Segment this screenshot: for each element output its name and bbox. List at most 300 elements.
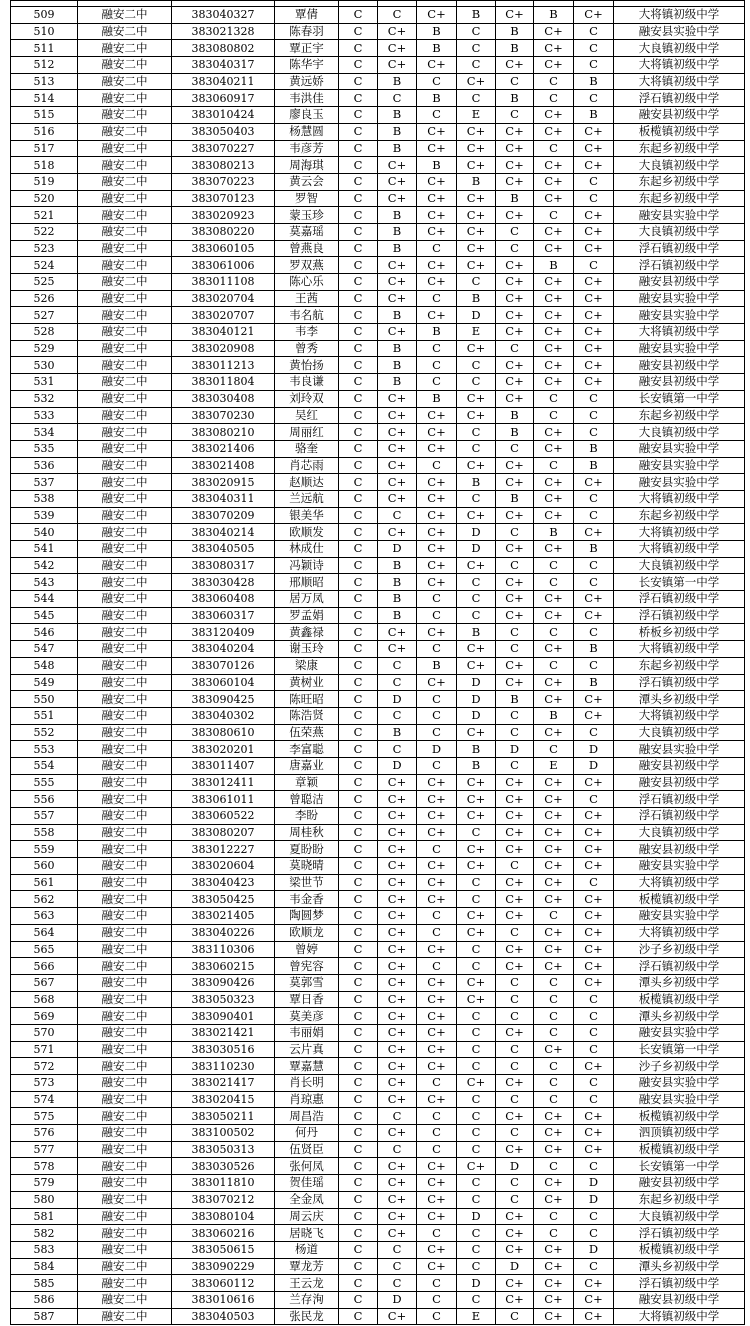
cell-origin-school: 东起乡初级中学 [614, 507, 745, 524]
cell-grade-4: C [457, 440, 496, 457]
cell-student-name: 居万凤 [275, 591, 339, 608]
cell-school: 融安二中 [78, 257, 172, 274]
cell-grade-6: C+ [534, 1141, 574, 1158]
cell-grade-1: C [339, 1258, 378, 1275]
cell-exam-id: 383040211 [172, 73, 275, 90]
cell-grade-1: C [339, 757, 378, 774]
cell-grade-7: C [574, 1075, 614, 1092]
cell-grade-5: C [496, 1058, 534, 1075]
cell-grade-3: C+ [417, 808, 457, 825]
cell-exam-id: 383110230 [172, 1058, 275, 1075]
cell-student-name: 骆奎 [275, 440, 339, 457]
cell-origin-school: 浮石镇初级中学 [614, 808, 745, 825]
cell-grade-1: C [339, 1041, 378, 1058]
cell-grade-3: C [417, 1308, 457, 1325]
cell-school: 融安二中 [78, 607, 172, 624]
cell-student-name: 韦彦芳 [275, 140, 339, 157]
table-row [11, 774, 745, 791]
cell-grade-3: C+ [417, 7, 457, 24]
cell-school: 融安二中 [78, 240, 172, 257]
cell-school: 融安二中 [78, 841, 172, 858]
cell-school: 融安二中 [78, 1024, 172, 1041]
cell-grade-3: C+ [417, 490, 457, 507]
cell-grade-2: C+ [378, 624, 417, 641]
cell-grade-6: C+ [534, 374, 574, 391]
cell-origin-school: 大将镇初级中学 [614, 874, 745, 891]
cell-grade-4: C [457, 23, 496, 40]
table-row [11, 657, 745, 674]
cell-student-name: 何丹 [275, 1125, 339, 1142]
cell-grade-5: C [496, 340, 534, 357]
cell-row-number: 575 [11, 1108, 78, 1125]
cell-grade-3: C+ [417, 1091, 457, 1108]
cell-grade-5: C+ [496, 824, 534, 841]
cell-grade-7: C [574, 173, 614, 190]
table-row [11, 107, 745, 124]
cell-grade-6: C+ [534, 474, 574, 491]
cell-grade-2: C+ [378, 257, 417, 274]
cell-grade-3: B [417, 40, 457, 57]
cell-origin-school: 沙子乡初级中学 [614, 941, 745, 958]
cell-student-name: 周丽红 [275, 424, 339, 441]
cell-grade-7: C [574, 1041, 614, 1058]
cell-grade-3: C [417, 73, 457, 90]
cell-grade-3: C+ [417, 1158, 457, 1175]
cell-grade-2: B [378, 557, 417, 574]
cell-grade-1: C [339, 274, 378, 291]
table-row [11, 90, 745, 107]
cell-origin-school: 东起乡初级中学 [614, 173, 745, 190]
cell-grade-4: C [457, 874, 496, 891]
cell-origin-school: 浮石镇初级中学 [614, 607, 745, 624]
cell-row-number: 564 [11, 924, 78, 941]
cell-exam-id: 383040327 [172, 7, 275, 24]
cell-student-name: 夏盼盼 [275, 841, 339, 858]
cell-grade-6: C+ [534, 841, 574, 858]
cell-grade-7: C+ [574, 908, 614, 925]
cell-grade-7: C+ [574, 123, 614, 140]
cell-grade-1: C [339, 674, 378, 691]
cell-row-number: 511 [11, 40, 78, 57]
cell-origin-school: 大将镇初级中学 [614, 707, 745, 724]
table-row [11, 1075, 745, 1092]
cell-origin-school: 融安县实验中学 [614, 741, 745, 758]
cell-grade-4: D [457, 674, 496, 691]
cell-grade-6: C [534, 1208, 574, 1225]
cell-student-name: 赵顺达 [275, 474, 339, 491]
cell-grade-2: C+ [378, 974, 417, 991]
cell-exam-id: 383060215 [172, 958, 275, 975]
cell-grade-4: C+ [457, 924, 496, 941]
cell-student-name: 黄怡扬 [275, 357, 339, 374]
cell-grade-5: C [496, 1091, 534, 1108]
cell-exam-id: 383011804 [172, 374, 275, 391]
cell-grade-6: C [534, 1158, 574, 1175]
cell-grade-2: B [378, 123, 417, 140]
cell-grade-6: C+ [534, 724, 574, 741]
cell-grade-2: C [378, 741, 417, 758]
cell-exam-id: 383061006 [172, 257, 275, 274]
cell-exam-id: 383040503 [172, 1308, 275, 1325]
cell-grade-7: C+ [574, 974, 614, 991]
cell-grade-7: B [574, 440, 614, 457]
cell-grade-3: C+ [417, 190, 457, 207]
cell-grade-5: C+ [496, 908, 534, 925]
cell-grade-2: C+ [378, 891, 417, 908]
cell-grade-7: B [574, 641, 614, 658]
cell-grade-7: C+ [574, 1275, 614, 1292]
cell-grade-2: B [378, 223, 417, 240]
cell-grade-1: C [339, 541, 378, 558]
cell-grade-3: B [417, 390, 457, 407]
cell-origin-school: 浮石镇初级中学 [614, 240, 745, 257]
cell-grade-7: C+ [574, 858, 614, 875]
table-row [11, 1024, 745, 1041]
cell-grade-2: C+ [378, 908, 417, 925]
cell-grade-6: C+ [534, 691, 574, 708]
cell-origin-school: 浮石镇初级中学 [614, 958, 745, 975]
cell-origin-school: 融安县实验中学 [614, 1075, 745, 1092]
cell-grade-6: C+ [534, 1125, 574, 1142]
cell-grade-7: C+ [574, 7, 614, 24]
cell-row-number: 573 [11, 1075, 78, 1092]
cell-grade-2: C [378, 657, 417, 674]
cell-grade-2: C+ [378, 1125, 417, 1142]
cell-grade-6: E [534, 757, 574, 774]
cell-grade-2: C+ [378, 641, 417, 658]
cell-grade-5: C [496, 440, 534, 457]
cell-grade-4: C [457, 824, 496, 841]
cell-row-number: 577 [11, 1141, 78, 1158]
cell-school: 融安二中 [78, 1308, 172, 1325]
cell-student-name: 梁康 [275, 657, 339, 674]
cell-exam-id: 383021417 [172, 1075, 275, 1092]
cell-grade-5: C+ [496, 791, 534, 808]
cell-school: 融安二中 [78, 1258, 172, 1275]
cell-grade-7: B [574, 73, 614, 90]
cell-school: 融安二中 [78, 724, 172, 741]
cell-grade-4: C+ [457, 240, 496, 257]
cell-grade-1: C [339, 73, 378, 90]
cell-grade-5: C+ [496, 173, 534, 190]
cell-grade-4: C+ [457, 73, 496, 90]
cell-row-number: 540 [11, 524, 78, 541]
cell-row-number: 552 [11, 724, 78, 741]
cell-origin-school: 大将镇初级中学 [614, 73, 745, 90]
cell-grade-3: C [417, 1108, 457, 1125]
cell-grade-7: C+ [574, 707, 614, 724]
cell-grade-4: C [457, 424, 496, 441]
cell-origin-school: 潭头乡初级中学 [614, 1258, 745, 1275]
cell-grade-6: C+ [534, 1275, 574, 1292]
table-row [11, 1058, 745, 1075]
cell-grade-3: C [417, 958, 457, 975]
cell-grade-3: C+ [417, 774, 457, 791]
cell-exam-id: 383050403 [172, 123, 275, 140]
table-body [11, 1, 745, 1325]
cell-grade-4: C [457, 1175, 496, 1192]
cell-grade-4: C [457, 574, 496, 591]
table-row [11, 524, 745, 541]
cell-grade-4: C [457, 958, 496, 975]
cell-grade-7: C [574, 257, 614, 274]
cell-origin-school: 浮石镇初级中学 [614, 1275, 745, 1292]
cell-grade-5: C+ [496, 1141, 534, 1158]
cell-student-name: 韦李 [275, 324, 339, 341]
cell-grade-3: C [417, 908, 457, 925]
cell-grade-5: C [496, 641, 534, 658]
cell-row-number: 526 [11, 290, 78, 307]
cell-grade-5: C+ [496, 1075, 534, 1092]
cell-grade-6: C+ [534, 858, 574, 875]
cell-student-name: 莫美彦 [275, 1008, 339, 1025]
cell-student-name: 莫郭雪 [275, 974, 339, 991]
cell-grade-7: D [574, 1175, 614, 1192]
cell-row-number: 538 [11, 490, 78, 507]
cell-student-name: 陈旺昭 [275, 691, 339, 708]
cell-grade-3: C+ [417, 1241, 457, 1258]
cell-grade-3: C [417, 724, 457, 741]
cell-school: 融安二中 [78, 1141, 172, 1158]
cell-exam-id: 383011407 [172, 757, 275, 774]
cell-grade-6: C [534, 73, 574, 90]
cell-row-number: 548 [11, 657, 78, 674]
cell-origin-school: 大良镇初级中学 [614, 1208, 745, 1225]
cell-row-number: 544 [11, 591, 78, 608]
cell-row-number: 520 [11, 190, 78, 207]
cell-grade-1: C [339, 1024, 378, 1041]
cell-student-name: 张何凤 [275, 1158, 339, 1175]
cell-grade-4: C+ [457, 390, 496, 407]
cell-school: 融安二中 [78, 73, 172, 90]
cell-grade-5: C [496, 1191, 534, 1208]
cell-origin-school: 东起乡初级中学 [614, 140, 745, 157]
cell-grade-2: D [378, 691, 417, 708]
cell-grade-5: C+ [496, 290, 534, 307]
cell-grade-3: C+ [417, 674, 457, 691]
cell-origin-school: 融安县实验中学 [614, 290, 745, 307]
cell-grade-3: C+ [417, 424, 457, 441]
table-row [11, 791, 745, 808]
cell-grade-3: C+ [417, 57, 457, 74]
cell-grade-6: C+ [534, 23, 574, 40]
cell-grade-4: E [457, 1308, 496, 1325]
cell-grade-2: C+ [378, 774, 417, 791]
cell-grade-3: C [417, 757, 457, 774]
cell-origin-school: 东起乡初级中学 [614, 657, 745, 674]
cell-row-number: 512 [11, 57, 78, 74]
cell-exam-id: 383090401 [172, 1008, 275, 1025]
cell-grade-7: C [574, 874, 614, 891]
cell-grade-4: D [457, 1275, 496, 1292]
cell-row-number: 516 [11, 123, 78, 140]
cell-grade-5: C+ [496, 607, 534, 624]
cell-student-name: 覃倩 [275, 7, 339, 24]
cell-grade-4: C+ [457, 257, 496, 274]
cell-grade-4: C [457, 1024, 496, 1041]
cell-grade-5: C+ [496, 1225, 534, 1242]
cell-school: 融安二中 [78, 624, 172, 641]
cell-origin-school: 桥板乡初级中学 [614, 624, 745, 641]
cell-school: 融安二中 [78, 524, 172, 541]
cell-grade-6: C+ [534, 1041, 574, 1058]
cell-school: 融安二中 [78, 557, 172, 574]
cell-grade-3: B [417, 324, 457, 341]
cell-student-name: 肖长明 [275, 1075, 339, 1092]
cell-origin-school: 融安县实验中学 [614, 307, 745, 324]
cell-student-name: 欧顺发 [275, 524, 339, 541]
cell-grade-2: C+ [378, 390, 417, 407]
cell-grade-7: C+ [574, 240, 614, 257]
cell-grade-6: C+ [534, 1258, 574, 1275]
cell-exam-id: 383070123 [172, 190, 275, 207]
cell-grade-6: C+ [534, 1308, 574, 1325]
cell-exam-id: 383060105 [172, 240, 275, 257]
cell-grade-1: C [339, 591, 378, 608]
cell-grade-3: C [417, 340, 457, 357]
cell-grade-7: C+ [574, 691, 614, 708]
cell-school: 融安二中 [78, 507, 172, 524]
cell-grade-2: C [378, 707, 417, 724]
cell-row-number: 509 [11, 7, 78, 24]
cell-grade-1: C [339, 1275, 378, 1292]
cell-exam-id: 383070212 [172, 1191, 275, 1208]
cell-grade-7: C+ [574, 223, 614, 240]
cell-grade-4: B [457, 290, 496, 307]
cell-grade-5: C [496, 991, 534, 1008]
table-row [11, 874, 745, 891]
cell-grade-3: C [417, 107, 457, 124]
cell-grade-6: C+ [534, 1108, 574, 1125]
cell-grade-2: C [378, 1108, 417, 1125]
cell-grade-6: C+ [534, 941, 574, 958]
cell-grade-4: C+ [457, 557, 496, 574]
cell-exam-id: 383020707 [172, 307, 275, 324]
cell-origin-school: 长安镇第一中学 [614, 1158, 745, 1175]
cell-grade-2: B [378, 591, 417, 608]
cell-grade-4: C [457, 274, 496, 291]
table-row [11, 1041, 745, 1058]
table-row [11, 390, 745, 407]
cell-grade-5: C+ [496, 891, 534, 908]
cell-exam-id: 383030428 [172, 574, 275, 591]
cell-student-name: 周昌浩 [275, 1108, 339, 1125]
cell-grade-7: C+ [574, 290, 614, 307]
cell-grade-4: C [457, 1225, 496, 1242]
cell-school: 融安二中 [78, 207, 172, 224]
cell-grade-7: B [574, 674, 614, 691]
cell-grade-4: C+ [457, 223, 496, 240]
cell-grade-4: C [457, 40, 496, 57]
cell-origin-school: 浮石镇初级中学 [614, 257, 745, 274]
cell-grade-3: C+ [417, 524, 457, 541]
cell-grade-5: C+ [496, 307, 534, 324]
cell-grade-6: B [534, 257, 574, 274]
cell-grade-5: C+ [496, 1291, 534, 1308]
cell-origin-school: 沙子乡初级中学 [614, 1058, 745, 1075]
cell-grade-1: C [339, 707, 378, 724]
cell-student-name: 兰存洵 [275, 1291, 339, 1308]
cell-grade-7: C [574, 1158, 614, 1175]
cell-grade-4: E [457, 324, 496, 341]
cell-grade-7: C+ [574, 340, 614, 357]
cell-grade-7: C+ [574, 958, 614, 975]
cell-grade-4: C [457, 607, 496, 624]
cell-origin-school: 浮石镇初级中学 [614, 90, 745, 107]
cell-grade-5: C+ [496, 207, 534, 224]
cell-grade-1: C [339, 424, 378, 441]
cell-origin-school: 浮石镇初级中学 [614, 591, 745, 608]
cell-grade-1: C [339, 40, 378, 57]
table-row [11, 457, 745, 474]
cell-grade-6: C+ [534, 774, 574, 791]
table-row [11, 1308, 745, 1325]
cell-grade-4: C [457, 1041, 496, 1058]
cell-student-name: 曾燕良 [275, 240, 339, 257]
cell-origin-school: 大良镇初级中学 [614, 424, 745, 441]
cell-grade-3: C+ [417, 257, 457, 274]
table-row [11, 1141, 745, 1158]
cell-grade-1: C [339, 140, 378, 157]
cell-grade-6: B [534, 7, 574, 24]
cell-school: 融安二中 [78, 591, 172, 608]
cell-student-name: 张民龙 [275, 1308, 339, 1325]
cell-school: 融安二中 [78, 1191, 172, 1208]
cell-grade-4: C+ [457, 507, 496, 524]
cell-grade-3: C [417, 1141, 457, 1158]
cell-grade-5: C+ [496, 774, 534, 791]
table-row [11, 557, 745, 574]
cell-grade-3: C+ [417, 1058, 457, 1075]
cell-grade-2: B [378, 207, 417, 224]
cell-grade-1: C [339, 607, 378, 624]
table-row [11, 1008, 745, 1025]
cell-student-name: 杨道 [275, 1241, 339, 1258]
cell-grade-5: B [496, 407, 534, 424]
score-table [10, 0, 745, 1325]
cell-grade-2: B [378, 357, 417, 374]
cell-grade-4: B [457, 741, 496, 758]
cell-student-name: 罗双燕 [275, 257, 339, 274]
table-row [11, 40, 745, 57]
cell-exam-id: 383080220 [172, 223, 275, 240]
cell-grade-3: C [417, 1225, 457, 1242]
cell-school: 融安二中 [78, 140, 172, 157]
cell-student-name: 覃嘉慧 [275, 1058, 339, 1075]
cell-exam-id: 383070223 [172, 173, 275, 190]
cell-grade-5: C+ [496, 157, 534, 174]
cell-school: 融安二中 [78, 7, 172, 24]
table-row [11, 908, 745, 925]
cell-grade-4: D [457, 307, 496, 324]
cell-grade-6: C [534, 1008, 574, 1025]
cell-grade-5: C+ [496, 1241, 534, 1258]
cell-grade-1: C [339, 891, 378, 908]
cell-row-number: 549 [11, 674, 78, 691]
cell-exam-id: 383060112 [172, 1275, 275, 1292]
table-row [11, 257, 745, 274]
cell-exam-id: 383020915 [172, 474, 275, 491]
cell-school: 融安二中 [78, 991, 172, 1008]
cell-grade-1: C [339, 123, 378, 140]
cell-origin-school: 泗顶镇初级中学 [614, 1125, 745, 1142]
cell-grade-1: C [339, 1141, 378, 1158]
cell-grade-1: C [339, 1191, 378, 1208]
table-row [11, 1191, 745, 1208]
cell-grade-6: C+ [534, 541, 574, 558]
cell-grade-5: C+ [496, 1024, 534, 1041]
cell-grade-5: C [496, 858, 534, 875]
